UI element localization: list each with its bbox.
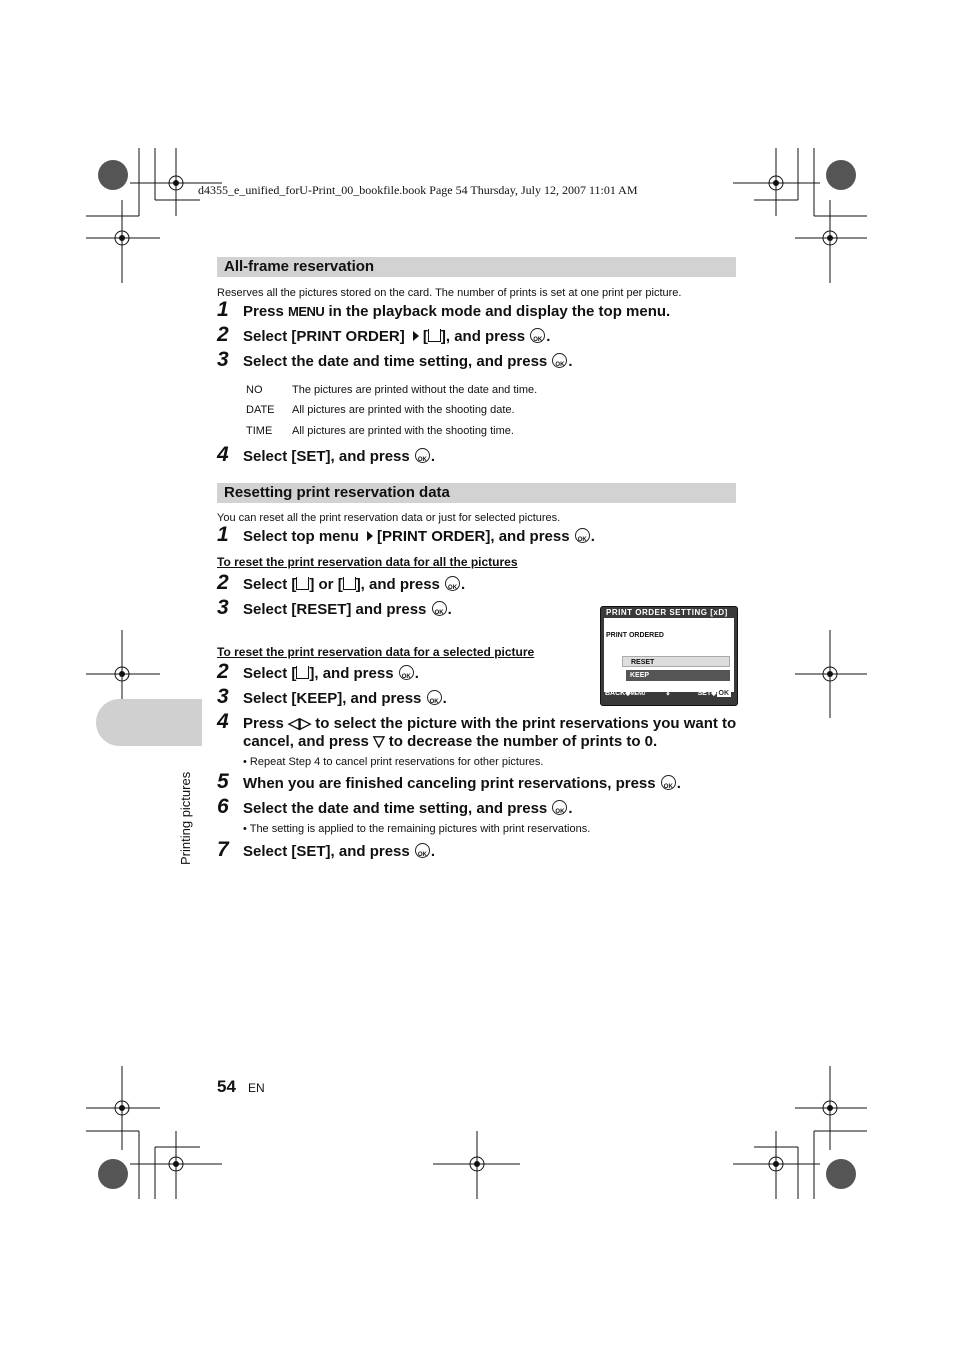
page-number: 54 [217,1077,236,1096]
option-key: DATE [246,404,275,416]
section-heading-resetting: Resetting print reservation data [217,483,736,503]
menu-item-keep[interactable]: KEEP [626,670,730,681]
screen-title: PRINT ORDER SETTING [xD] [606,608,728,617]
arrow-right-icon [367,531,373,541]
side-label: Printing pictures [178,771,193,865]
section-heading-all-frame: All-frame reservation [217,257,736,277]
option-key: TIME [246,425,273,437]
print-single-icon [296,577,309,590]
ok-button-icon [415,843,430,858]
chapter-tab [96,699,202,746]
print-header: d4355_e_unified_forU-Print_00_bookfile.book Page 54 Thursday, July 12, 2007 11:01 AM [198,183,638,197]
menu-item-reset[interactable]: RESET [622,656,730,667]
ok-button-icon [427,690,442,705]
section-intro: Reserves all the pictures stored on the card. The number of prints is set at one print per picture. [217,287,682,299]
screen-subtitle: PRINT ORDERED [606,632,664,639]
ok-button-icon [445,576,460,591]
option-key: NO [246,384,263,396]
ok-button-icon [415,448,430,463]
note-step-4: • Repeat Step 4 to cancel print reservations for other pictures. [243,756,544,768]
down-arrow-icon: ▽ [373,733,385,750]
subheading-selected: To reset the print reservation data for a selected picture [217,645,535,659]
ok-button-icon [552,353,567,368]
section-intro: You can reset all the print reservation data or just for selected pictures. [217,512,561,524]
print-all-icon [343,577,356,590]
menu-icon: MENU [288,304,325,319]
subheading-all: To reset the print reservation data for all the pictures [217,555,518,569]
arrow-right-icon [413,331,419,341]
ok-button-icon [552,800,567,815]
note-step-6: • The setting is applied to the remaining pictures with print reservations. [243,823,591,835]
language-code: EN [248,1081,265,1095]
camera-screen [600,606,738,706]
ok-button-icon [575,528,590,543]
ok-button-icon [661,775,676,790]
print-single-icon [296,666,309,679]
print-all-icon [428,329,441,342]
scroll-icon: ⇕ [665,690,671,697]
option-desc: The pictures are printed without the date and time. [292,384,538,396]
ok-button-icon [399,665,414,680]
left-right-arrows-icon: ◁▷ [288,715,312,732]
ok-button-icon [432,601,447,616]
option-desc: All pictures are printed with the shooting time. [292,425,514,437]
option-desc: All pictures are printed with the shooting date. [292,404,515,416]
screen-footer: BACK◆MENU ⇕ SET◆ OK [605,690,729,697]
ok-button-icon [530,328,545,343]
